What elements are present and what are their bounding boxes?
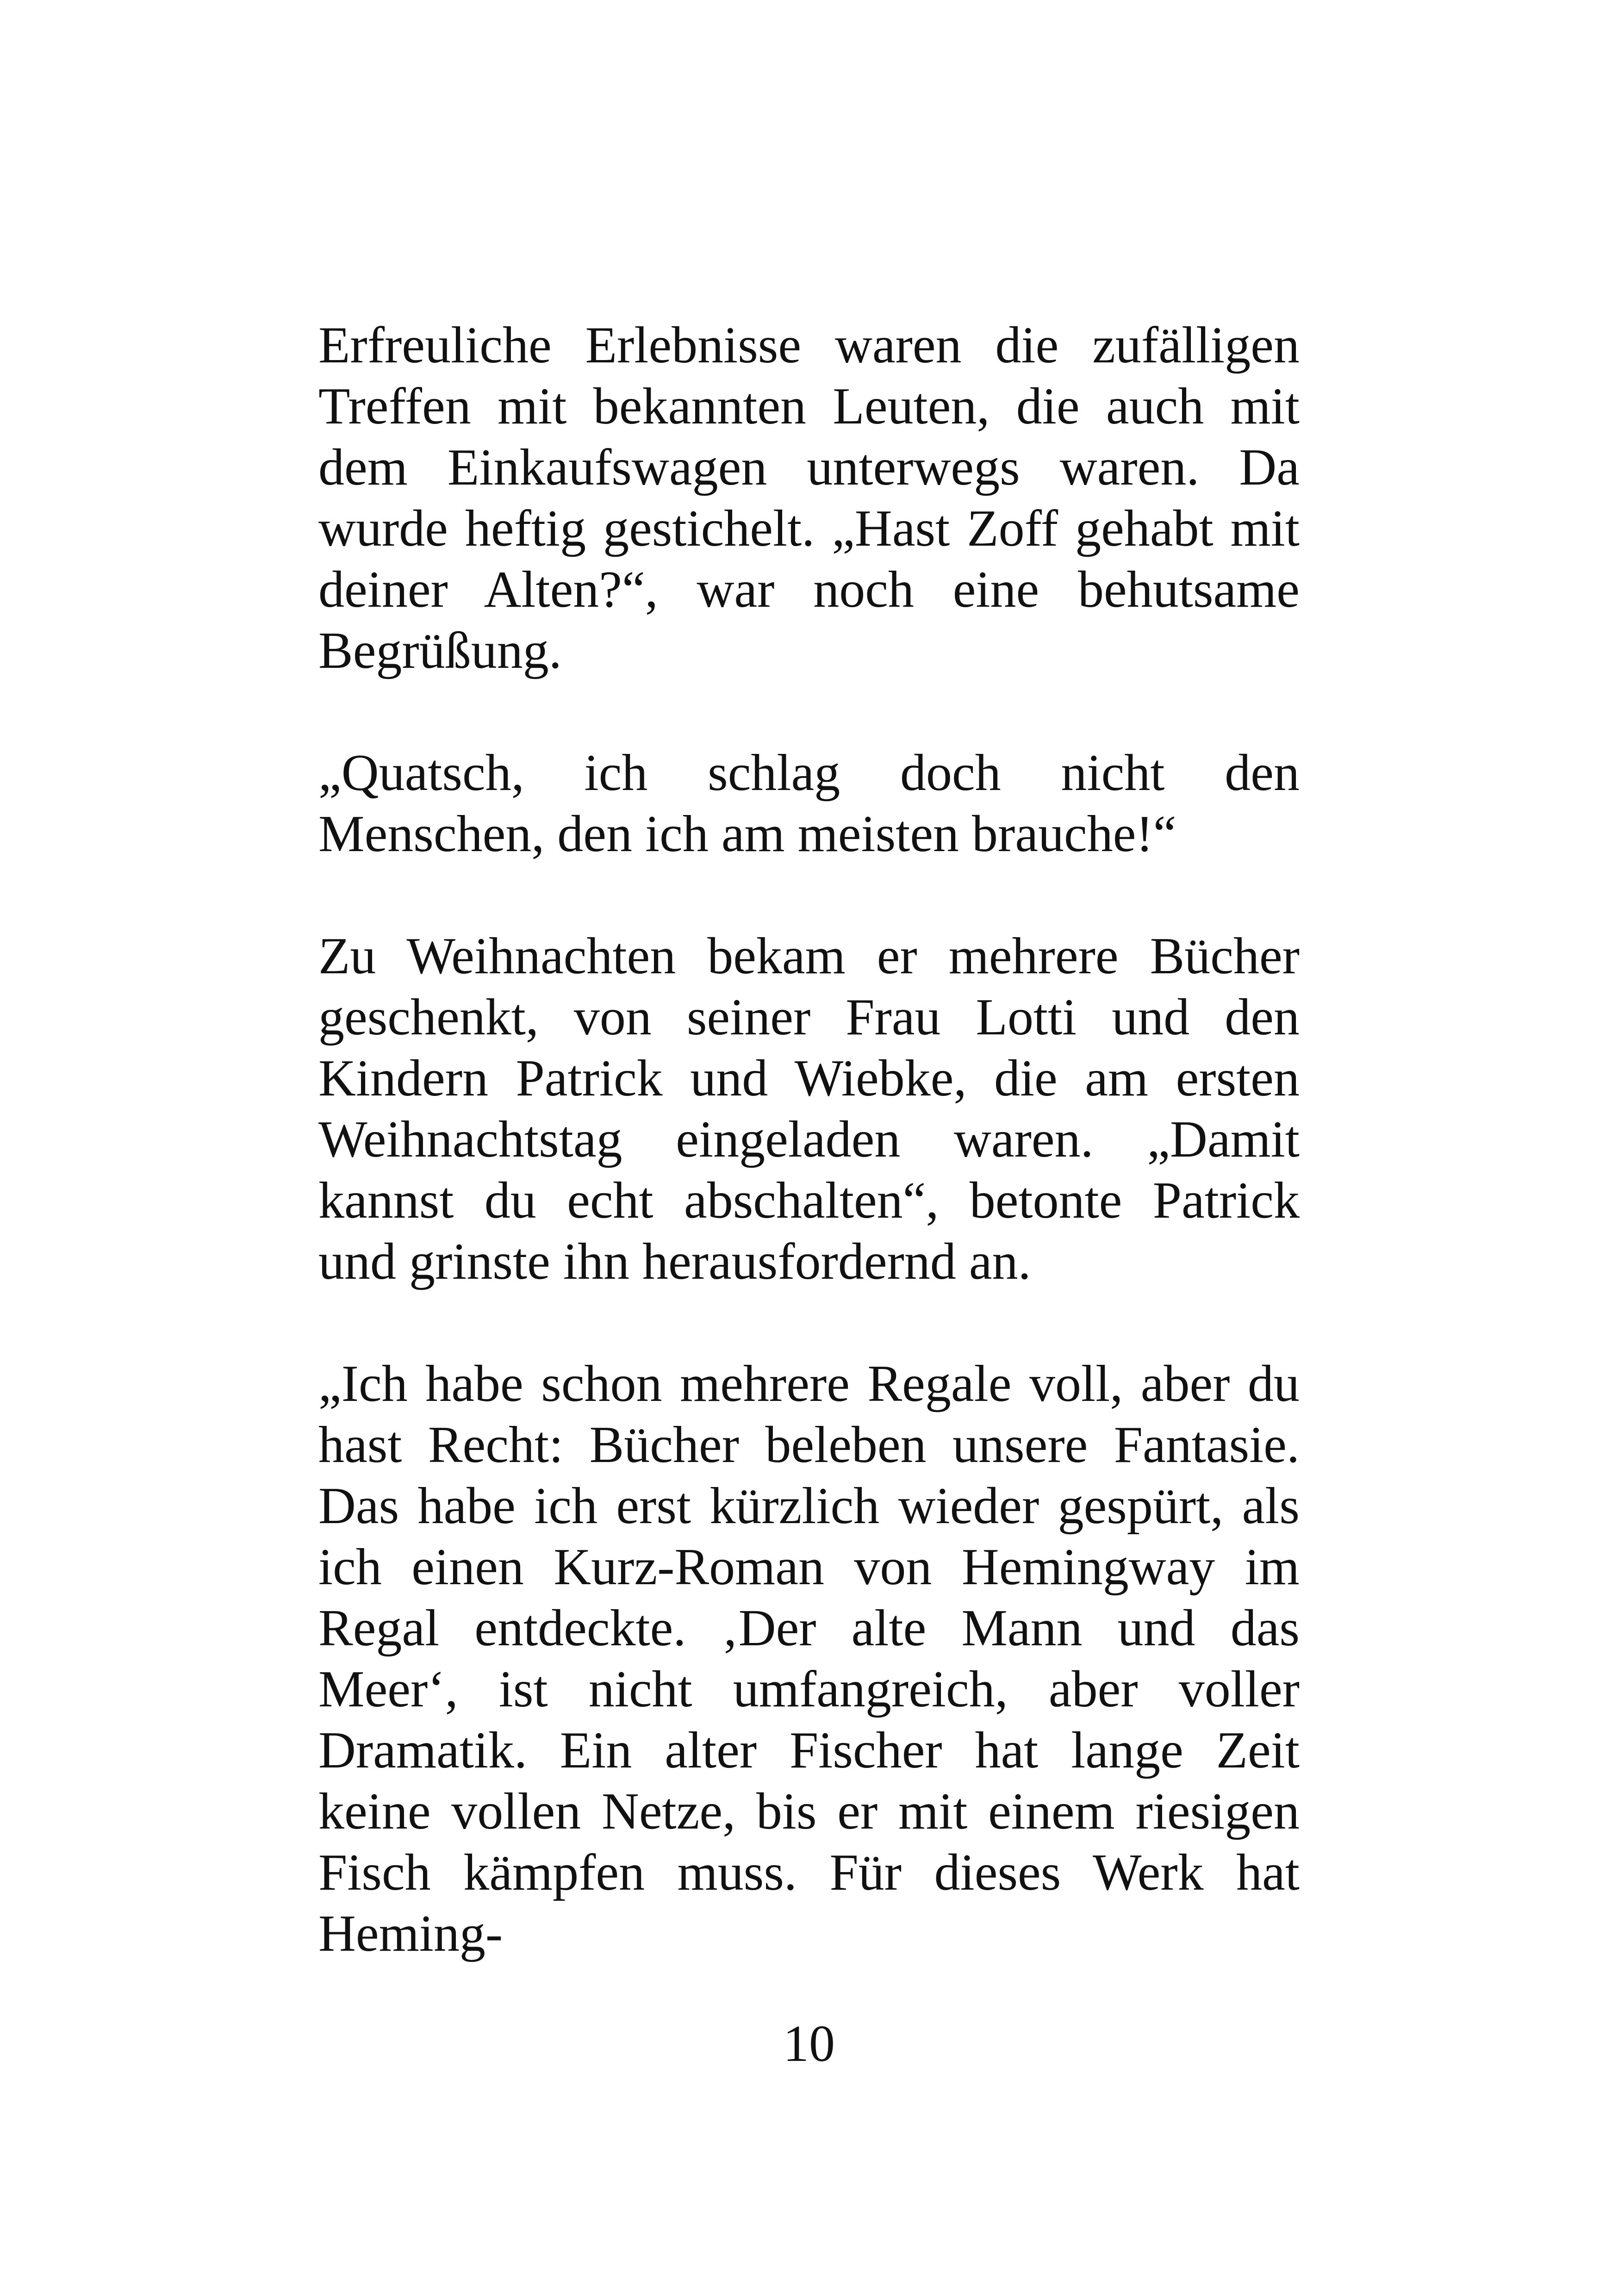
body-text — [318, 315, 1300, 1964]
paragraph-4: „Ich habe schon mehrere Regale voll, aber du hast Recht: Bücher beleben unsere Fantasie. Das habe ich erst kürzlich wieder gespürt, als ich einen Kurz-Roman von Hemingway im Regal entdeckte. ‚Der alte Mann und das Meer‘, ist nicht umfangreich, aber voller Dramatik. Ein alter Fischer hat lange Zeit keine vollen Netze, bis er mit einem riesigen Fisch kämpfen muss. Für dieses Werk hat Heming- — [318, 1355, 1300, 1962]
paragraph-2: „Quatsch, ich schlag doch nicht den Menschen, den ich am meisten brauche!“ — [318, 744, 1300, 863]
page-number: 10 — [783, 2015, 835, 2072]
paragraph-1: Erfreuliche Erlebnisse waren die zufälligen Treffen mit bekannten Leuten, die auch mit dem Einkaufswagen unterwegs waren. Da wurde heftig gestichelt. „Hast Zoff gehabt mit deiner Alten?“, war noch eine behutsame Begrüßung. — [318, 317, 1300, 679]
paragraph-3: Zu Weihnachten bekam er mehrere Bücher geschenkt, von seiner Frau Lotti und den Kindern Patrick und Wiebke, die am ersten Weihnachtstag eingeladen waren. „Damit kannst du echt abschalten“, betonte Patrick und grinste ihn herausfordernd an. — [318, 927, 1300, 1290]
